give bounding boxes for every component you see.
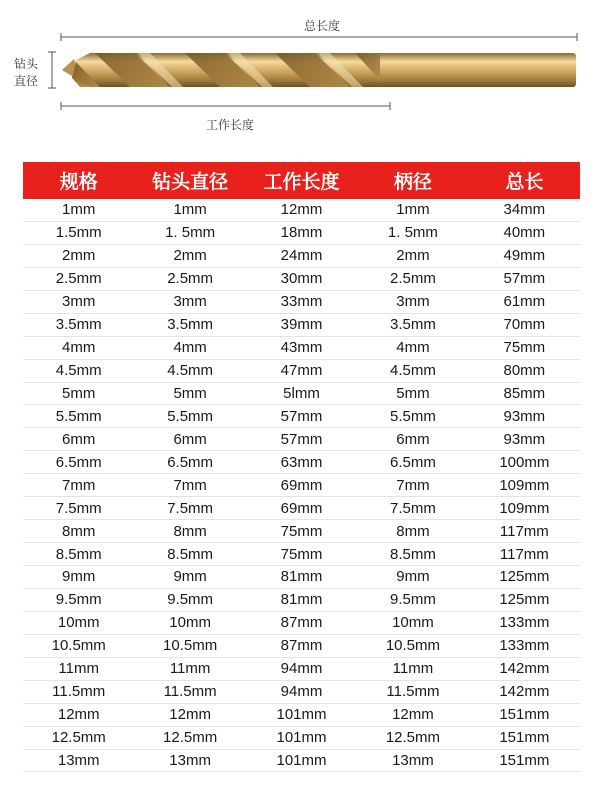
cell-working-length: 101mm: [276, 706, 327, 724]
cell-working-length: 43mm: [280, 339, 323, 357]
cell-spec: 13mm: [57, 751, 100, 769]
cell-working-length: 12mm: [280, 201, 323, 219]
cell-total-length: 133mm: [499, 637, 550, 655]
cell-spec: 3.5mm: [55, 316, 102, 334]
cell-shank-diameter: 4.5mm: [390, 362, 436, 380]
cell-shank-diameter: 5mm: [396, 384, 430, 402]
header-drill-diameter: 钻头直径: [152, 171, 229, 193]
cell-working-length: 57mm: [280, 407, 323, 425]
table-body: [23, 199, 580, 772]
cell-shank-diameter: 8.5mm: [390, 545, 436, 563]
table-row: [23, 497, 580, 520]
cell-spec: 7.5mm: [55, 499, 102, 517]
cell-working-length: 81mm: [280, 568, 323, 586]
cell-shank-diameter: 4mm: [396, 339, 430, 357]
cell-shank-diameter: 3mm: [396, 293, 430, 311]
cell-working-length: 87mm: [280, 637, 323, 655]
cell-spec: 8mm: [62, 522, 96, 540]
cell-drill-diameter: 10.5mm: [163, 637, 218, 655]
table-row: [23, 268, 580, 291]
table-row: [23, 405, 580, 428]
cell-working-length: 69mm: [280, 476, 323, 494]
cell-working-length: 18mm: [280, 224, 323, 242]
table-row: [23, 658, 580, 681]
cell-working-length: 57mm: [280, 430, 323, 448]
cell-total-length: 151mm: [499, 706, 550, 724]
table-row: [23, 199, 580, 222]
cell-shank-diameter: 11.5mm: [386, 683, 440, 701]
cell-spec: 3mm: [62, 293, 96, 311]
table-row: [23, 589, 580, 612]
cell-shank-diameter: 10mm: [392, 614, 434, 632]
cell-drill-diameter: 12mm: [169, 706, 211, 724]
cell-working-length: 75mm: [280, 545, 323, 563]
cell-drill-diameter: 6mm: [173, 430, 207, 448]
table-header: [23, 162, 580, 199]
table-row: [23, 245, 580, 268]
cell-spec: 11.5mm: [52, 683, 106, 701]
drill-shank: [380, 53, 576, 87]
working-length-label: 工作长度: [206, 118, 255, 132]
table-row: [23, 474, 580, 497]
cell-total-length: 142mm: [499, 660, 550, 678]
table-row: [23, 451, 580, 474]
table-row: [23, 314, 580, 337]
cell-total-length: 93mm: [503, 430, 546, 448]
cell-drill-diameter: 5mm: [173, 384, 207, 402]
cell-total-length: 100mm: [499, 453, 550, 471]
drill-diameter-label-line2: 直径: [14, 74, 39, 88]
cell-drill-diameter: 3mm: [173, 293, 207, 311]
cell-working-length: 24mm: [280, 247, 323, 265]
cell-drill-diameter: 3.5mm: [167, 316, 214, 334]
table-row: [23, 383, 580, 406]
cell-drill-diameter: 7.5mm: [167, 499, 214, 517]
cell-total-length: 75mm: [503, 339, 546, 357]
header-working-length: 工作长度: [263, 171, 340, 193]
spec-table: [23, 162, 580, 772]
cell-spec: 1mm: [62, 201, 96, 219]
cell-drill-diameter: 1. 5mm: [165, 224, 216, 242]
cell-total-length: 109mm: [499, 476, 550, 494]
cell-total-length: 57mm: [503, 270, 546, 288]
cell-drill-diameter: 11mm: [169, 660, 211, 678]
cell-total-length: 125mm: [499, 568, 550, 586]
cell-working-length: 81mm: [280, 591, 323, 609]
cell-drill-diameter: 6.5mm: [167, 453, 214, 471]
cell-shank-diameter: 6.5mm: [390, 453, 436, 471]
cell-total-length: 85mm: [503, 384, 546, 402]
cell-shank-diameter: 13mm: [392, 751, 434, 769]
drill-dimension-diagram: [0, 0, 602, 145]
cell-total-length: 125mm: [499, 591, 550, 609]
cell-working-length: 63mm: [280, 453, 323, 471]
cell-drill-diameter: 4.5mm: [167, 362, 214, 380]
table-row: [23, 635, 580, 658]
cell-spec: 4.5mm: [55, 362, 102, 380]
cell-working-length: 39mm: [280, 316, 323, 334]
cell-total-length: 61mm: [503, 293, 546, 311]
table-row: [23, 222, 580, 245]
cell-spec: 12.5mm: [51, 729, 106, 747]
table-row: [23, 337, 580, 360]
cell-drill-diameter: 8mm: [173, 522, 207, 540]
cell-drill-diameter: 8.5mm: [167, 545, 214, 563]
cell-working-length: 101mm: [276, 729, 327, 747]
cell-spec: 9mm: [62, 568, 96, 586]
table-row: [23, 520, 580, 543]
cell-drill-diameter: 10mm: [169, 614, 211, 632]
header-total-length: 总长: [505, 171, 544, 193]
cell-shank-diameter: 7.5mm: [390, 499, 436, 517]
cell-shank-diameter: 6mm: [396, 430, 430, 448]
cell-working-length: 94mm: [280, 683, 323, 701]
table-row: [23, 612, 580, 635]
table-row: [23, 360, 580, 383]
cell-shank-diameter: 5.5mm: [390, 407, 436, 425]
cell-spec: 2.5mm: [55, 270, 102, 288]
cell-drill-diameter: 2mm: [173, 247, 207, 265]
cell-working-length: 101mm: [276, 751, 327, 769]
cell-working-length: 75mm: [280, 522, 323, 540]
cell-total-length: 93mm: [503, 407, 546, 425]
cell-total-length: 34mm: [503, 201, 546, 219]
cell-working-length: 94mm: [280, 660, 323, 678]
cell-total-length: 109mm: [499, 499, 550, 517]
cell-total-length: 80mm: [503, 362, 546, 380]
cell-drill-diameter: 11.5mm: [163, 683, 217, 701]
header-spec: 规格: [59, 171, 98, 193]
table-row: [23, 681, 580, 704]
cell-spec: 10.5mm: [51, 637, 106, 655]
cell-drill-diameter: 5.5mm: [167, 407, 214, 425]
cell-spec: 6mm: [62, 430, 96, 448]
table-row: [23, 291, 580, 314]
cell-drill-diameter: 9mm: [173, 568, 207, 586]
cell-shank-diameter: 8mm: [396, 522, 430, 540]
cell-shank-diameter: 12mm: [392, 706, 434, 724]
table-row: [23, 428, 580, 451]
table-row: [23, 543, 580, 566]
cell-spec: 12mm: [57, 706, 100, 724]
cell-shank-diameter: 1. 5mm: [387, 224, 438, 242]
cell-drill-diameter: 2.5mm: [167, 270, 214, 288]
table-row: [23, 704, 580, 727]
cell-working-length: 69mm: [280, 499, 323, 517]
cell-working-length: 5lmm: [283, 384, 320, 402]
cell-spec: 5.5mm: [55, 407, 102, 425]
cell-drill-diameter: 13mm: [169, 751, 211, 769]
cell-working-length: 87mm: [280, 614, 323, 632]
cell-spec: 2mm: [62, 247, 96, 265]
cell-shank-diameter: 2mm: [396, 247, 430, 265]
cell-spec: 1.5mm: [55, 224, 102, 242]
cell-shank-diameter: 7mm: [396, 476, 430, 494]
header-shank-diameter: 柄径: [393, 171, 432, 193]
cell-working-length: 33mm: [280, 293, 323, 311]
cell-spec: 9.5mm: [55, 591, 102, 609]
cell-shank-diameter: 9.5mm: [390, 591, 436, 609]
cell-shank-diameter: 9mm: [396, 568, 430, 586]
cell-spec: 10mm: [57, 614, 100, 632]
cell-shank-diameter: 2.5mm: [390, 270, 436, 288]
cell-drill-diameter: 1mm: [173, 201, 207, 219]
cell-shank-diameter: 3.5mm: [390, 316, 436, 334]
drill-diameter-label-line1: 钻头: [14, 57, 39, 71]
cell-working-length: 47mm: [280, 362, 323, 380]
cell-drill-diameter: 4mm: [173, 339, 207, 357]
cell-shank-diameter: 12.5mm: [385, 729, 441, 747]
cell-total-length: 117mm: [499, 545, 549, 563]
cell-drill-diameter: 12.5mm: [163, 729, 218, 747]
cell-total-length: 117mm: [499, 522, 549, 540]
cell-total-length: 40mm: [503, 224, 546, 242]
cell-shank-diameter: 11mm: [392, 660, 434, 678]
table-row: [23, 750, 580, 773]
total-length-label: 总长度: [304, 19, 341, 33]
cell-spec: 7mm: [62, 476, 96, 494]
cell-spec: 4mm: [62, 339, 96, 357]
cell-spec: 11mm: [58, 660, 99, 678]
cell-spec: 5mm: [62, 384, 96, 402]
cell-total-length: 151mm: [499, 751, 550, 769]
cell-drill-diameter: 9.5mm: [167, 591, 214, 609]
cell-spec: 6.5mm: [55, 453, 102, 471]
drill-bit-illustration: [0, 0, 602, 145]
cell-total-length: 151mm: [499, 729, 550, 747]
table-row: [23, 566, 580, 589]
cell-shank-diameter: 1mm: [396, 201, 430, 219]
cell-shank-diameter: 10.5mm: [385, 637, 441, 655]
cell-spec: 8.5mm: [55, 545, 102, 563]
cell-drill-diameter: 7mm: [173, 476, 207, 494]
cell-working-length: 30mm: [280, 270, 323, 288]
table-row: [23, 727, 580, 750]
cell-total-length: 49mm: [503, 247, 546, 265]
cell-total-length: 142mm: [499, 683, 550, 701]
cell-total-length: 70mm: [503, 316, 546, 334]
cell-total-length: 133mm: [499, 614, 550, 632]
